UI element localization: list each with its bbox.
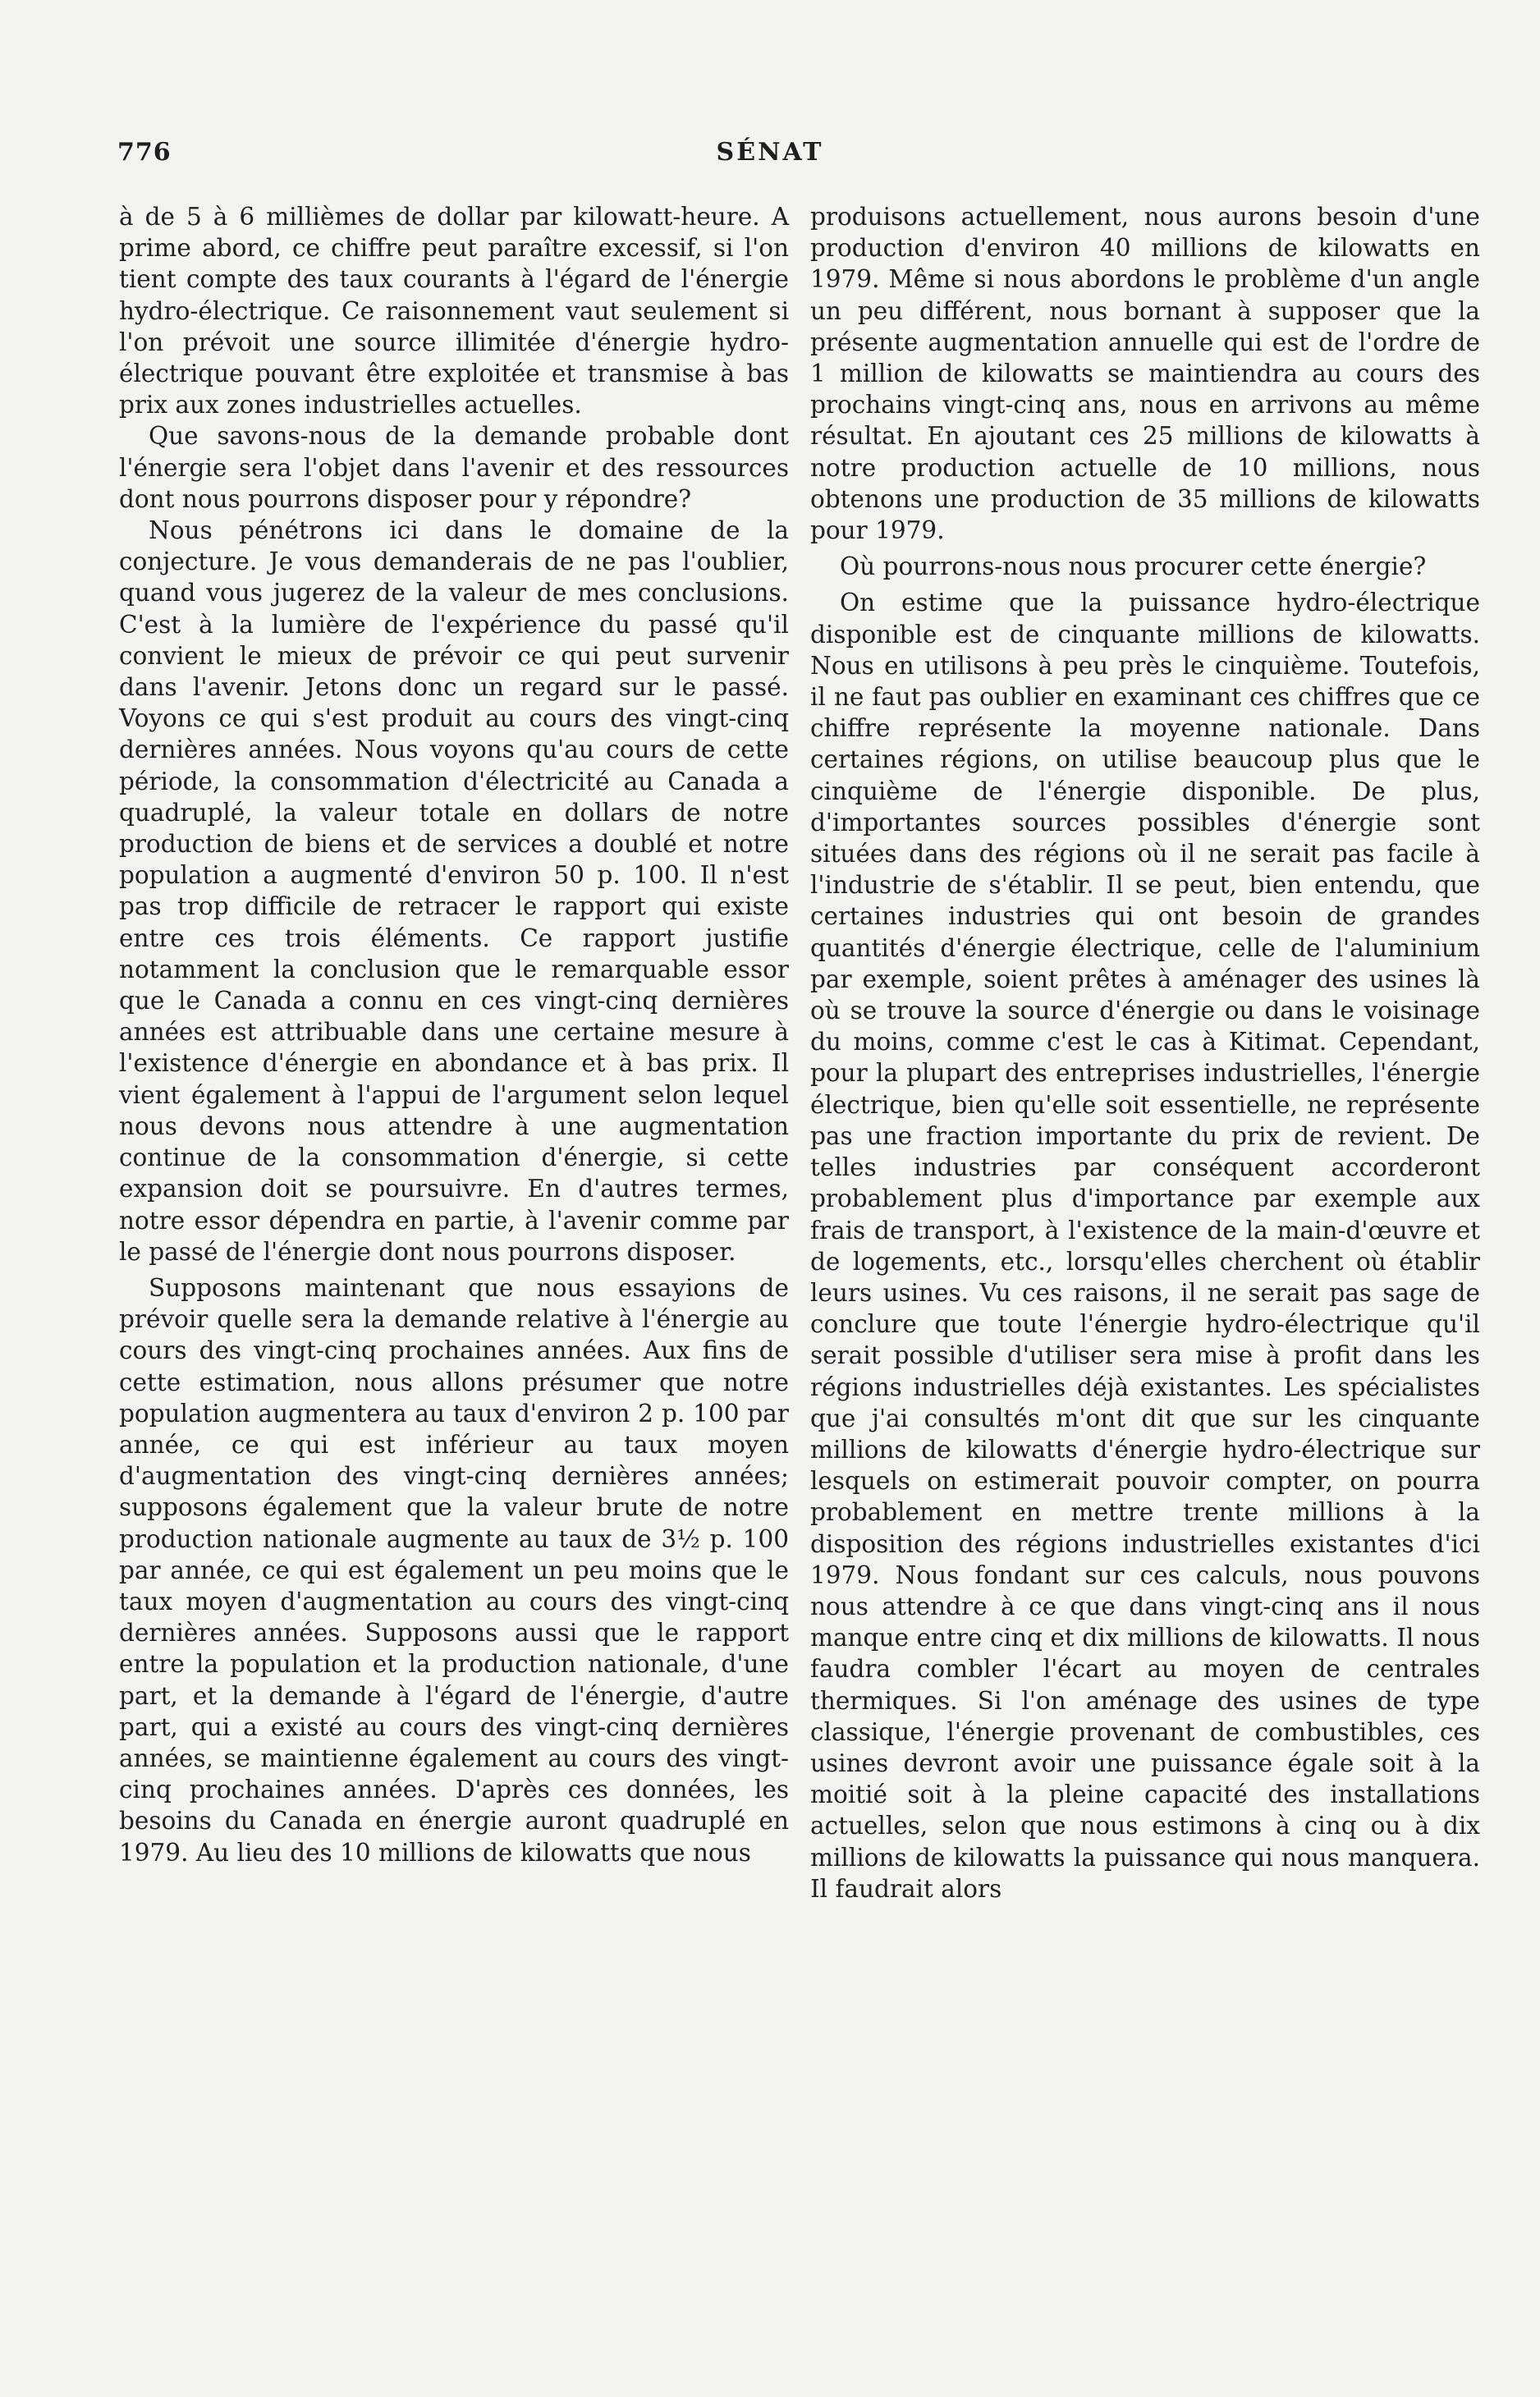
paragraph: Supposons maintenant que nous essayions de prévoir quelle sera la demande relative à l'énergie au cours des vingt-cinq prochaines années. Aux fins de cette estimation, nous allons présumer que notre population augmentera au taux d'environ 2 p. 100 par année, ce qui est inférieur au taux moyen d'augmentation des vingt-cinq dernières années; supposons également que la valeur brute de notre production nationale augmente au taux de 3½ p. 100 par année, ce qui est également un peu moins que le taux moyen d'augmentation au cours des vingt-cinq dernières années. Supposons aussi que le rapport entre la population et la production nationale, d'une part, et la demande à l'égard de l'énergie, d'autre part, qui a existé au cours des vingt-cinq dernières années, se maintienne également au cours des vingt-cinq prochaines années. D'après ces données, les besoins du Canada en énergie auront quadruplé en 1979. Au lieu des 10 millions de kilowatts que nous: [119, 1273, 789, 1867]
page-number: 776: [117, 138, 172, 167]
running-head: SÉNAT: [716, 138, 824, 167]
paragraph: à de 5 à 6 millièmes de dollar par kilowatt-heure. A prime abord, ce chiffre peut paraître excessif, si l'on tient compte des taux courants à l'égard de l'énergie hydro-électrique. Ce raisonnement vaut seulement si l'on prévoit une source illimitée d'énergie hydro-électrique pouvant être exploitée et transmise à bas prix aux zones industrielles actuelles.: [119, 203, 789, 419]
paragraph: Que savons-nous de la demande probable dont l'énergie sera l'objet dans l'avenir et des ressources dont nous pourrons disposer pour y répondre?: [119, 422, 789, 513]
left-column: [119, 201, 789, 1868]
paragraph: produisons actuellement, nous aurons besoin d'une production d'environ 40 millions de kilowatts en 1979. Même si nous abordons le problème d'un angle un peu différent, nous bornant à supposer que la présente augmentation annuelle qui est de l'ordre de 1 million de kilowatts se maintiendra au cours des prochains vingt-cinq ans, nous en arrivons au même résultat. En ajoutant ces 25 millions de kilowatts à notre production actuelle de 10 millions, nous obtenons une production de 35 millions de kilowatts pour 1979.: [810, 203, 1480, 545]
paragraph: Nous pénétrons ici dans le domaine de la conjecture. Je vous demanderais de ne pas l'oublier, quand vous jugerez de la valeur de mes conclusions. C'est à la lumière de l'expérience du passé qu'il convient le mieux de prévoir ce qui peut survenir dans l'avenir. Jetons donc un regard sur le passé. Voyons ce qui s'est produit au cours des vingt-cinq dernières années. Nous voyons qu'au cours de cette période, la consommation d'électricité au Canada a quadruplé, la valeur totale en dollars de notre production de biens et de services a doublé et notre population a augmenté d'environ 50 p. 100. Il n'est pas trop difficile de retracer le rapport qui existe entre ces trois éléments. Ce rapport justifie notamment la conclusion que le remarquable essor que le Canada a connu en ces vingt-cinq dernières années est attribuable dans une certaine mesure à l'existence d'énergie en abondance et à bas prix. Il vient également à l'appui de l'argument selon lequel nous devons nous attendre à une augmentation continue de la consommation d'énergie, si cette expansion doit se poursuivre. En d'autres termes, notre essor dépendra en partie, à l'avenir comme par le passé de l'énergie dont nous pourrons disposer.: [119, 516, 789, 1266]
paragraph: Où pourrons-nous nous procurer cette énergie?: [840, 552, 1427, 581]
paragraph: On estime que la puissance hydro-électrique disponible est de cinquante millions de kilowatts. Nous en utilisons à peu près le cinquième. Toutefois, il ne faut pas oublier en examinant ces chiffres que ce chiffre représente la moyenne nationale. Dans certaines régions, on utilise beaucoup plus que le cinquième de l'énergie disponible. De plus, d'importantes sources possibles d'énergie sont situées dans des régions où il ne serait pas facile à l'industrie de s'établir. Il se peut, bien entendu, que certaines industries qui ont besoin de grandes quantités d'énergie électrique, celle de l'aluminium par exemple, soient prêtes à aménager des usines là où se trouve la source d'énergie ou dans le voisinage du moins, comme c'est le cas à Kitimat. Cependant, pour la plupart des entreprises industrielles, l'énergie électrique, bien qu'elle soit essentielle, ne représente pas une fraction importante du prix de revient. De telles industries par conséquent accorderont probablement plus d'importance par exemple aux frais de transport, à l'existence de la main-d'œuvre et de logements, etc., lorsqu'elles cherchent où établir leurs usines. Vu ces raisons, il ne serait pas sage de conclure que toute l'énergie hydro-électrique qu'il serait possible d'utiliser sera mise à profit dans les régions industrielles déjà existantes. Les spécialistes que j'ai consultés m'ont dit que sur les cinquante millions de kilowatts d'énergie hydro-électrique sur lesquels on estimerait pouvoir compter, on pourra probablement en mettre trente millions à la disposition des régions industrielles existantes d'ici 1979. Nous fondant sur ces calculs, nous pouvons nous attendre à ce que dans vingt-cinq ans il nous manque entre cinq et dix millions de kilowatts. Il nous faudra combler l'écart au moyen de centrales thermiques. Si l'on aménage des usines de type classique, l'énergie provenant de combustibles, ces usines devront avoir une puissance égale soit à la moitié soit à la pleine capacité des installations actuelles, selon que nous estimons à cinq ou à dix millions de kilowatts la puissance qui nous manquera. Il faudrait alors: [810, 589, 1480, 1903]
right-column: [810, 201, 1480, 1904]
